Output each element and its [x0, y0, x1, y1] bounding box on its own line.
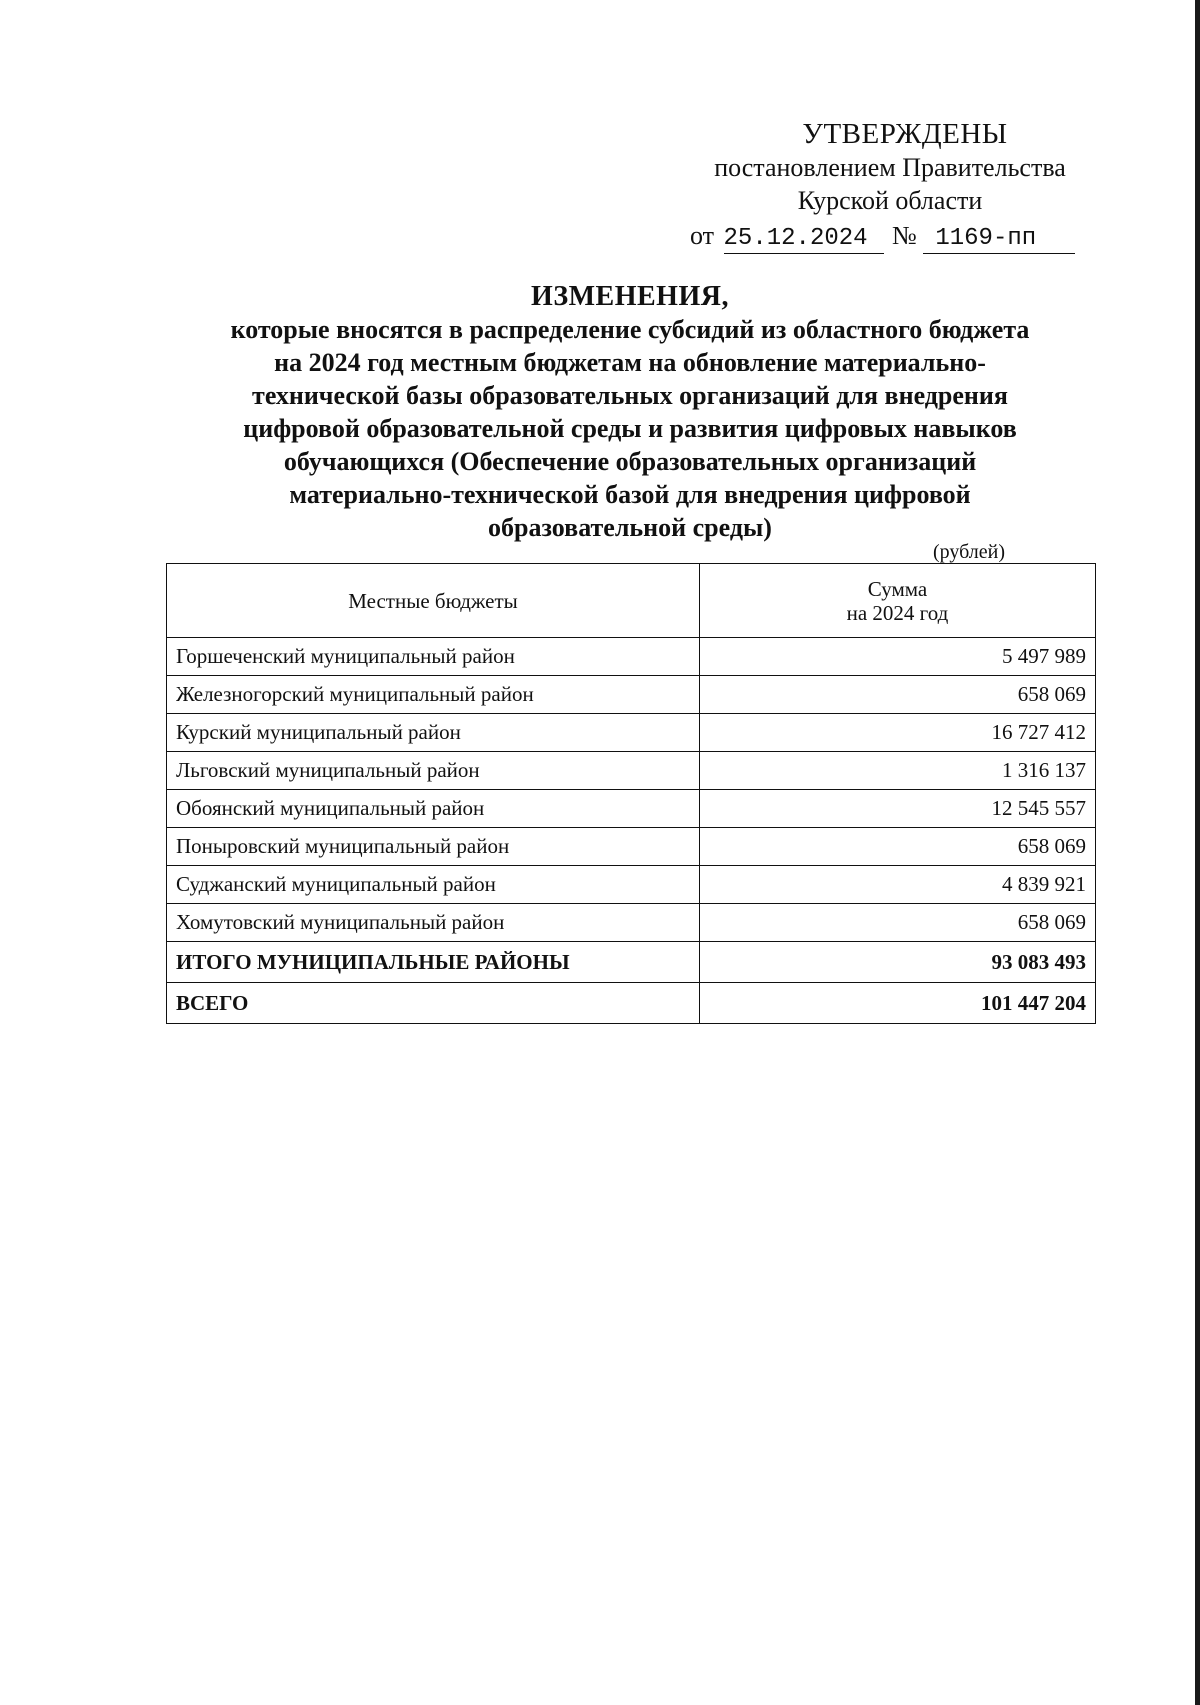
header-sum — [700, 564, 1096, 638]
table-row — [167, 866, 1096, 904]
title-line: цифровой образовательной среды и развития цифровых навыков — [243, 414, 1017, 443]
table-row — [167, 790, 1096, 828]
table-row — [167, 638, 1096, 676]
grand-total-value: 101 447 204 — [700, 983, 1096, 1024]
district-value: 4 839 921 — [700, 866, 1096, 904]
approval-date: 25.12.2024 — [724, 225, 884, 254]
number-prefix: № — [892, 221, 917, 250]
district-name: Льговский муниципальный район — [167, 752, 700, 790]
document-title — [160, 280, 1100, 544]
scan-edge-border — [1195, 0, 1200, 1705]
district-name: Поныровский муниципальный район — [167, 828, 700, 866]
district-name: Курский муниципальный район — [167, 714, 700, 752]
title-line: которые вносятся в распределение субсидий из областного бюджета — [230, 315, 1030, 344]
title-line: технической базы образовательных организаций для внедрения — [252, 381, 1008, 410]
subtotal-value: 93 083 493 — [700, 942, 1096, 983]
table-row — [167, 676, 1096, 714]
approval-line-1: постановлением Правительства — [714, 153, 1066, 182]
district-value: 5 497 989 — [700, 638, 1096, 676]
header-sum-line-2: на 2024 год — [846, 600, 949, 625]
approval-stamp — [690, 118, 1090, 254]
district-value: 16 727 412 — [700, 714, 1096, 752]
title-line: образовательной среды) — [488, 513, 772, 542]
district-name: Хомутовский муниципальный район — [167, 904, 700, 942]
date-prefix: от — [690, 221, 715, 250]
district-value: 12 545 557 — [700, 790, 1096, 828]
header-sum-line-1: Сумма — [867, 576, 928, 601]
approval-number-line — [690, 219, 1090, 254]
district-name: Обоянский муниципальный район — [167, 790, 700, 828]
table-header-row — [167, 564, 1096, 638]
district-value: 1 316 137 — [700, 752, 1096, 790]
table-row — [167, 904, 1096, 942]
title-line: на 2024 год местным бюджетам на обновление материально- — [274, 348, 986, 377]
budget-table — [166, 563, 1096, 1024]
approval-number: 1169-пп — [923, 225, 1075, 254]
title-main: ИЗМЕНЕНИЯ, — [531, 281, 729, 312]
district-name: Железногорский муниципальный район — [167, 676, 700, 714]
subtotal-row — [167, 942, 1096, 983]
grand-total-label: ВСЕГО — [167, 983, 700, 1024]
units-label: (рублей) — [932, 541, 1005, 563]
header-local-budgets: Местные бюджеты — [167, 564, 700, 638]
district-value: 658 069 — [700, 676, 1096, 714]
subtotal-label: ИТОГО МУНИЦИПАЛЬНЫЕ РАЙОНЫ — [167, 942, 700, 983]
table-row — [167, 752, 1096, 790]
district-name: Суджанский муниципальный район — [167, 866, 700, 904]
title-line: обучающихся (Обеспечение образовательных организаций — [283, 447, 977, 476]
approval-heading: УТВЕРЖДЕНЫ — [802, 118, 1008, 150]
title-line: материально-технической базой для внедрения цифровой — [289, 480, 971, 509]
district-value: 658 069 — [700, 828, 1096, 866]
approval-line-2: Курской области — [797, 186, 983, 215]
district-name: Горшеченский муниципальный район — [167, 638, 700, 676]
table-row — [167, 828, 1096, 866]
table-row — [167, 714, 1096, 752]
grand-total-row — [167, 983, 1096, 1024]
district-value: 658 069 — [700, 904, 1096, 942]
